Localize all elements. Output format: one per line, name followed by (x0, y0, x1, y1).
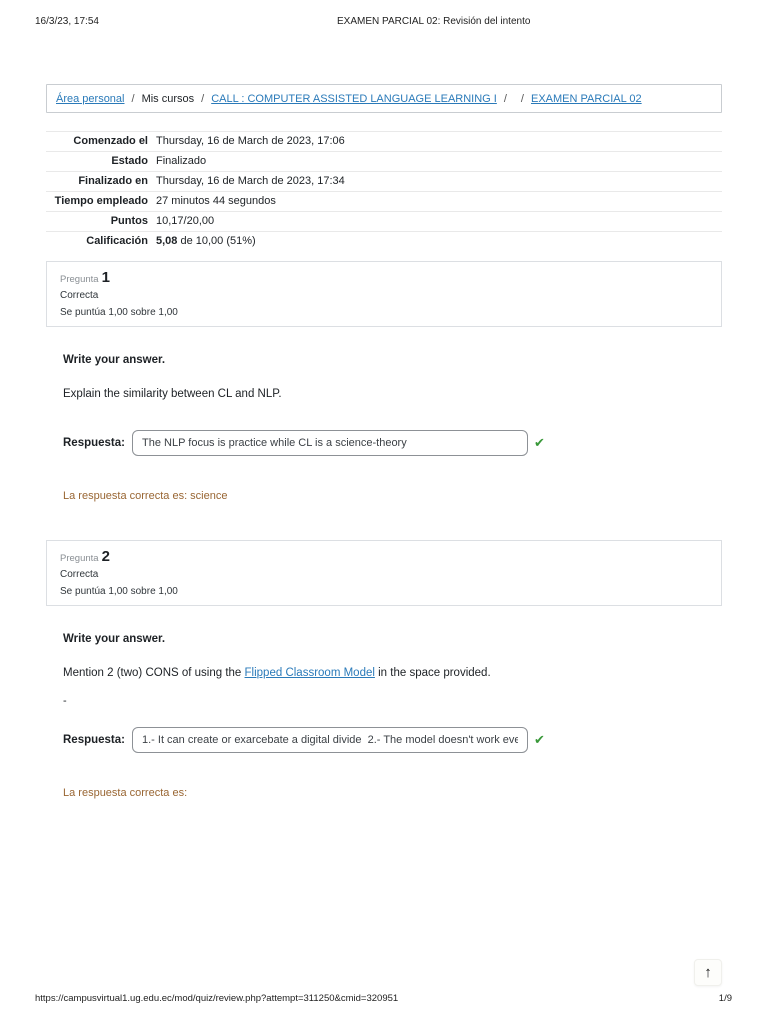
question-2-number (60, 548, 708, 565)
question-2-points: Se puntúa 1,00 sobre 1,00 (60, 586, 178, 597)
question-2-answer-input[interactable] (132, 727, 528, 753)
summary-label: Calificación (86, 235, 148, 247)
breadcrumb-separator: / (520, 92, 524, 105)
question-1-points: Se puntúa 1,00 sobre 1,00 (60, 307, 178, 318)
summary-value: Finalizado (156, 155, 207, 167)
breadcrumb-separator: / (131, 92, 135, 105)
footer-page-number: 1/9 (718, 993, 732, 1004)
question-number-value: 1 (101, 269, 110, 286)
summary-label: Comenzado el (73, 135, 148, 147)
question-1-correct-answer: La respuesta correcta es: science (63, 490, 228, 502)
summary-label: Tiempo empleado (54, 195, 148, 207)
print-title: EXAMEN PARCIAL 02: Revisión del intento (337, 16, 531, 27)
summary-row-marks (46, 212, 722, 232)
summary-row-finished (46, 172, 722, 192)
question-1-answer-row (63, 430, 722, 456)
question-label: Pregunta (60, 274, 99, 285)
question-2-prompt (63, 667, 722, 679)
breadcrumb-item-mis-cursos: Mis cursos (141, 92, 195, 105)
answer-label: Respuesta: (63, 437, 125, 449)
correct-check-icon: ✔ (534, 732, 545, 747)
arrow-up-icon: ↑ (704, 964, 712, 981)
question-2-content (46, 633, 722, 799)
question-2-correct-answer: La respuesta correcta es: (63, 787, 188, 799)
back-to-top-button[interactable] (694, 959, 722, 986)
summary-value: Thursday, 16 de March de 2023, 17:34 (156, 175, 345, 187)
summary-value: 10,17/20,00 (156, 215, 215, 227)
prompt-text-before: Mention 2 (two) CONS of using the (63, 667, 245, 679)
prompt-text-after: in the space provided. (374, 667, 491, 679)
question-2-info-box (46, 540, 722, 606)
question-1-heading: Write your answer. (63, 354, 166, 366)
summary-row-state (46, 152, 722, 172)
summary-row-started (46, 132, 722, 152)
breadcrumb-link-area-personal[interactable]: Área personal (56, 92, 125, 105)
page-content (46, 84, 722, 799)
summary-row-grade (46, 232, 722, 251)
grade-out-of: de 10,00 (51%) (177, 235, 256, 247)
footer-url: https://campusvirtual1.ug.edu.ec/mod/quiz/review.php?attempt=311250&cmid=320951 (35, 993, 399, 1004)
answer-label: Respuesta: (63, 734, 125, 746)
summary-value: 27 minutos 44 segundos (156, 195, 276, 207)
question-2-answer-row (63, 727, 722, 753)
print-date: 16/3/23, 17:54 (35, 16, 99, 27)
breadcrumb (46, 84, 722, 113)
question-1-prompt: Explain the similarity between CL and NLP. (63, 388, 282, 400)
question-number-value: 2 (101, 548, 110, 565)
flipped-classroom-model-link[interactable]: Flipped Classroom Model (244, 667, 375, 679)
question-2-heading: Write your answer. (63, 633, 166, 645)
breadcrumb-separator: / (503, 92, 507, 105)
breadcrumb-separator: / (201, 92, 205, 105)
summary-label: Finalizado en (78, 175, 148, 187)
question-1-content (46, 354, 722, 502)
question-1-answer-input[interactable] (132, 430, 528, 456)
grade-value: 5,08 (156, 235, 178, 247)
summary-value: Thursday, 16 de March de 2023, 17:06 (156, 135, 345, 147)
question-label: Pregunta (60, 553, 99, 564)
summary-label: Puntos (110, 215, 148, 227)
print-header (0, 16, 768, 30)
question-1-info-box (46, 261, 722, 327)
breadcrumb-link-exam[interactable]: EXAMEN PARCIAL 02 (530, 92, 642, 105)
correct-check-icon: ✔ (534, 435, 545, 450)
breadcrumb-link-course[interactable]: CALL : COMPUTER ASSISTED LANGUAGE LEARNING I (211, 92, 497, 105)
summary-value (156, 234, 722, 249)
summary-label: Estado (111, 155, 148, 167)
question-1-state: Correcta (60, 290, 99, 301)
summary-row-time-taken (46, 192, 722, 212)
question-2-dash: - (63, 695, 67, 707)
question-1-number (60, 269, 708, 286)
attempt-summary-table (46, 131, 722, 251)
question-2-state: Correcta (60, 569, 99, 580)
